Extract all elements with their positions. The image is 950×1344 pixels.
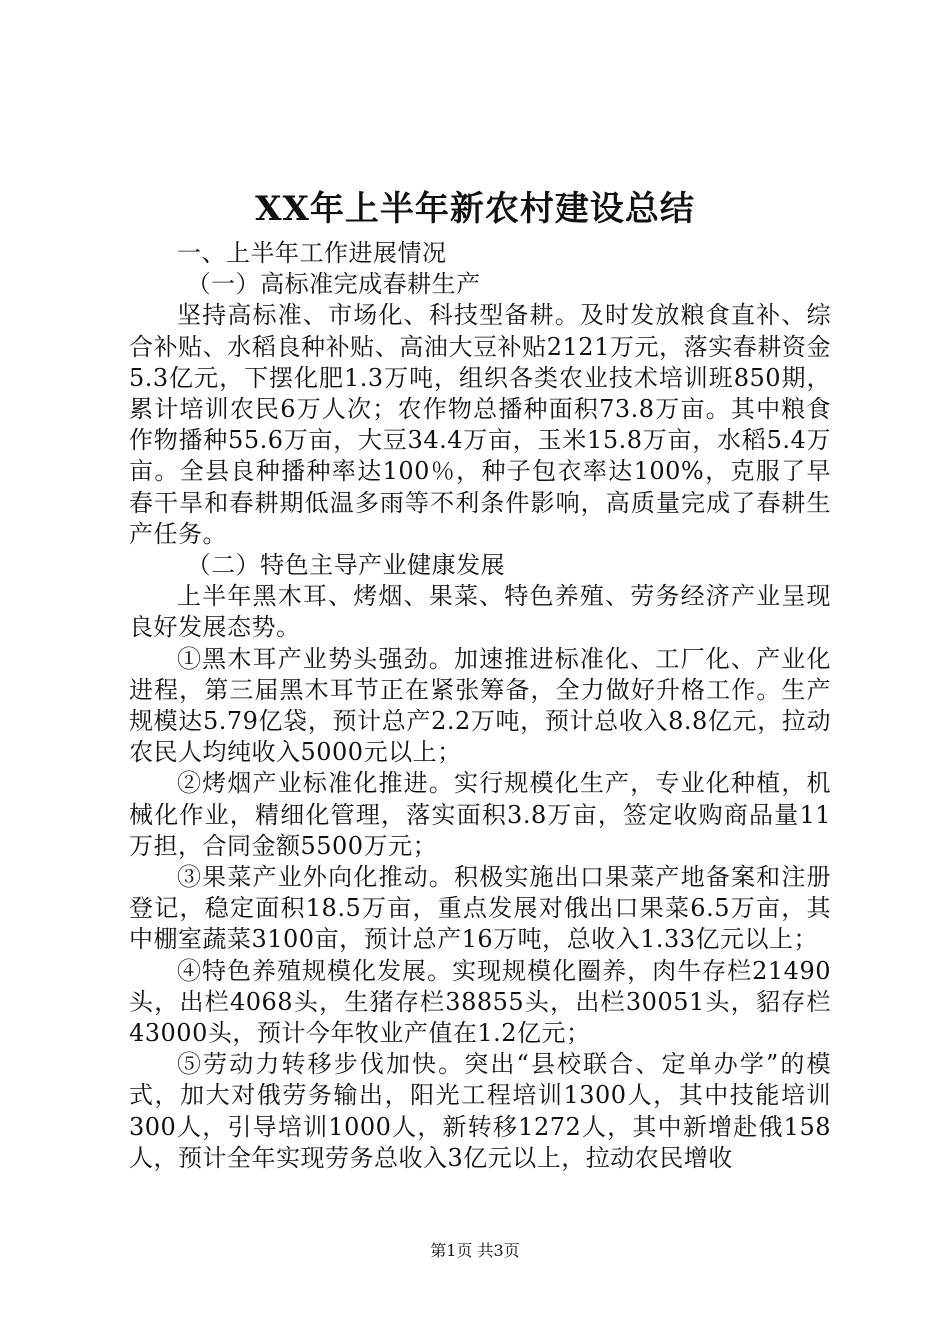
- body-paragraph: ②烤烟产业标准化推进。实行规模化生产，专业化种植，机械化作业，精细化管理，落实面积3.8万亩，签定收购商品量11万担，合同金额5500万元；: [129, 769, 831, 860]
- document-body: [129, 238, 831, 1174]
- page-footer: 第1页 共3页: [430, 1241, 520, 1260]
- body-paragraph: 坚持高标准、市场化、科技型备耕。及时发放粮食直补、综合补贴、水稻良种补贴、高油大豆补贴2121万元，落实春耕资金5.3亿元，下摆化肥1.3万吨，组织各类农业技术培训班850期，累计培训农民6万人次；农作物总播种面积73.8万亩。其中粮食作物播种55.6万亩，大豆34.4万亩，玉米15.8万亩，水稻5.4万亩。全县良种播种率达100％，种子包衣率达100%，克服了早春干旱和春耕期低温多雨等不利条件影响，高质量完成了春耕生产任务。: [129, 301, 831, 548]
- body-paragraph: ④特色养殖规模化发展。实现规模化圈养，肉牛存栏21490头，出栏4068头，生猪存栏38855头，出栏30051头，貂存栏43000头，预计今年牧业产值在1.2亿元；: [129, 956, 831, 1048]
- subsection-heading: （一）高标准完成春耕生产: [186, 270, 481, 299]
- body-paragraph: ①黑木耳产业势头强劲。加速推进标准化、工厂化、产业化进程，第三届黑木耳节正在紧张筹备，全力做好升格工作。生产规模达5.79亿袋，预计总产2.2万吨，预计总收入8.8亿元，拉动农民人均纯收入5000元以上；: [129, 644, 831, 767]
- document-title: XX年上半年新农村建设总结: [255, 189, 695, 229]
- body-paragraph: ⑤劳动力转移步伐加快。突出“县校联合、定单办学”的模式，加大对俄劳务输出，阳光工程培训1300人，其中技能培训300人，引导培训1000人，新转移1272人，其中新增赴俄158人，预计全年实现劳务总收入3亿元以上，拉动农民增收: [129, 1050, 831, 1172]
- body-paragraph: 上半年黑木耳、烤烟、果菜、特色养殖、劳务经济产业呈现良好发展态势。: [129, 582, 831, 642]
- section-heading: 一、上半年工作进展情况: [177, 239, 447, 267]
- body-paragraph: ③果菜产业外向化推动。积极实施出口果菜产地备案和注册登记，稳定面积18.5万亩，重点发展对俄出口果菜6.5万亩，其中棚室蔬菜3100亩，预计总产16万吨，总收入1.33亿元以上；: [129, 863, 831, 954]
- subsection-heading: （二）特色主导产业健康发展: [186, 551, 506, 580]
